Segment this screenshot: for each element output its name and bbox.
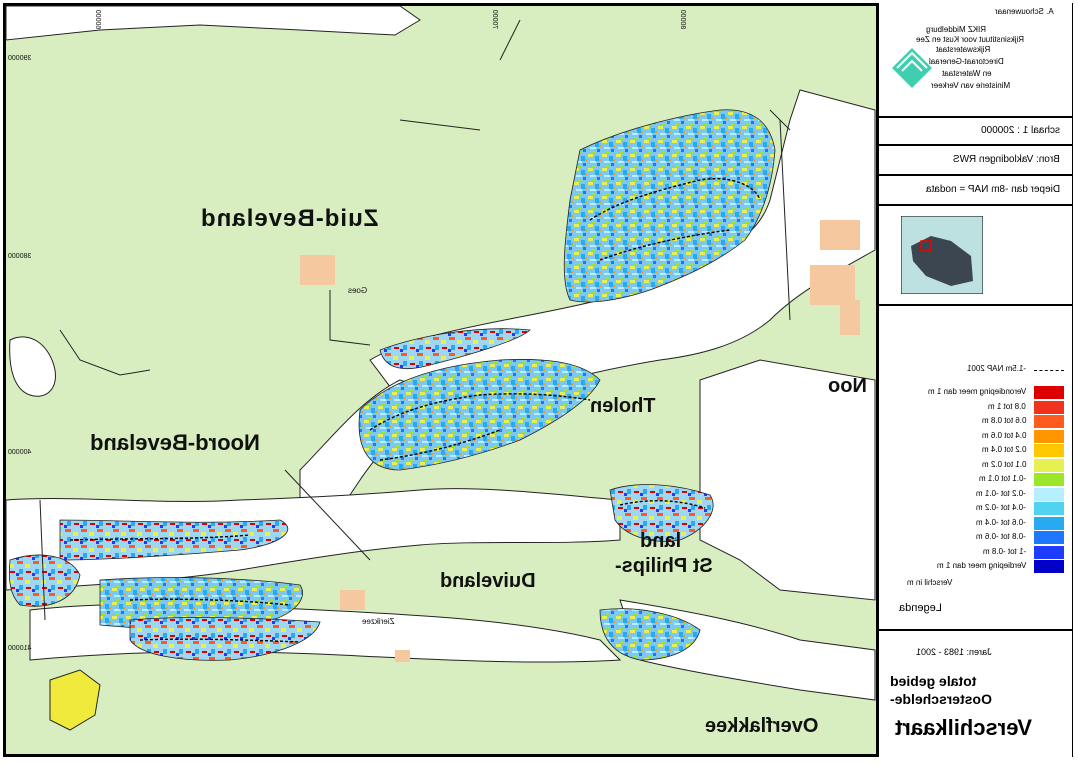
legend-swatch xyxy=(1034,473,1064,486)
legend-label: Verondieping meer dan 1 m xyxy=(927,387,1026,396)
coord-label-y2: 380000 xyxy=(8,253,32,260)
legend-item xyxy=(879,401,1072,415)
coord-label-x3: 80000 xyxy=(679,9,687,30)
legend-item xyxy=(879,459,1072,473)
place-noo: Noo xyxy=(828,375,867,397)
legend-swatch xyxy=(1034,386,1064,399)
legend-title: Legenda xyxy=(899,602,942,614)
place-goes: Goes xyxy=(348,286,368,295)
legend-swatch xyxy=(1034,459,1064,472)
legend-swatch xyxy=(1034,531,1064,544)
legend-swatch xyxy=(1034,415,1064,428)
legend-swatch xyxy=(1034,560,1064,573)
legend-label: 0.1 tot 0.2 m xyxy=(981,459,1026,469)
legend-label: -0.2 tot -0.1 m xyxy=(976,488,1026,498)
legend-item xyxy=(879,488,1072,502)
header-box xyxy=(879,3,1072,118)
org-line-1: RIKZ Middelburg xyxy=(925,25,986,34)
org-line-5: en Waterstaat xyxy=(942,69,992,78)
legend-swatch xyxy=(1034,517,1064,530)
place-tholen: Tholen xyxy=(590,395,656,417)
title-line-2: Oosterschelde- xyxy=(890,691,992,707)
legend-label: -0.1 tot 0.1 m xyxy=(978,474,1026,483)
rws-logo-icon xyxy=(887,43,937,93)
legend-item xyxy=(879,531,1072,545)
legend-label: 0.8 tot 1 m xyxy=(988,401,1026,411)
author-text: A. Schouwenaar xyxy=(995,7,1054,16)
title-line-3: totale gebied xyxy=(889,673,976,689)
place-duiveland: Duiveland xyxy=(440,570,536,592)
nodata-box xyxy=(879,176,1072,206)
legend-item xyxy=(879,415,1072,429)
coord-label-y4: 410000 xyxy=(8,645,32,652)
legend-swatch xyxy=(1034,546,1064,559)
source-text: Bron: Vaklodingen RWS xyxy=(953,154,1060,165)
org-line-6: Ministerie van Verkeer xyxy=(930,81,1010,90)
title-box xyxy=(879,631,1072,754)
place-zierikzee: Zierikzee xyxy=(362,617,395,626)
legend-label: -0.4 tot -0.2 m xyxy=(976,503,1026,512)
legend-item xyxy=(879,386,1072,400)
nodata-text: Dieper dan -8m NAP = nodata xyxy=(925,184,1060,195)
legend-swatch xyxy=(1034,502,1064,515)
legend-swatch xyxy=(1034,444,1064,457)
scale-text: schaal 1 : 200000 xyxy=(981,125,1060,136)
years-text: Jaren: 1983 - 2001 xyxy=(916,647,992,657)
legend-item xyxy=(879,560,1072,574)
contour-legend-label: -1.5m NAP 2001 xyxy=(967,364,1026,373)
legend-label: 0.6 tot 0.8 m xyxy=(981,416,1026,425)
legend-box xyxy=(879,306,1072,631)
legend-label: Verdieping meer dan 1 m xyxy=(936,561,1026,570)
legend-item xyxy=(879,473,1072,487)
org-line-4: Directoraat-Generaal xyxy=(929,57,1004,66)
place-st-philipsland: St Philips- xyxy=(615,555,713,577)
coord-label-x2: 70000 xyxy=(491,9,499,30)
legend-panel xyxy=(876,3,1072,757)
legend-swatch xyxy=(1034,430,1064,443)
legend-item xyxy=(879,517,1072,531)
legend-label: -0.8 tot -0.6 m xyxy=(976,532,1026,541)
legend-sub: Verschil in m xyxy=(906,578,952,587)
coord-label-x1: 60000 xyxy=(94,9,102,30)
coord-label-y3: 400000 xyxy=(8,449,32,456)
place-noord-beveland: Noord-Beveland xyxy=(90,430,260,455)
legend-swatch xyxy=(1034,401,1064,414)
scale-box xyxy=(879,118,1072,146)
legend-item xyxy=(879,546,1072,560)
legend-swatch xyxy=(1034,488,1064,501)
legend-item xyxy=(879,430,1072,444)
source-box xyxy=(879,146,1072,176)
legend-label: 0.4 tot 0.6 m xyxy=(981,430,1026,440)
org-line-2: Rijksinstituut voor Kust en Zee xyxy=(915,35,1024,44)
place-zuid-beveland: Zuid-Beveland xyxy=(200,205,379,232)
legend-label: -1 tot -0.8 m xyxy=(982,546,1026,556)
legend-label: 0.2 tot 0.4 m xyxy=(981,445,1026,454)
org-line-3: Rijkswaterstaat xyxy=(935,45,990,54)
title-line-1: Verschilkaart xyxy=(895,715,1032,740)
contour-legend-line xyxy=(1034,370,1064,371)
legend-item xyxy=(879,444,1072,458)
inset-map xyxy=(901,216,983,294)
legend-item xyxy=(879,502,1072,516)
place-overflakkee: Overflakkee xyxy=(705,715,819,737)
inset-box xyxy=(879,206,1072,306)
place-st-philipsland-2: land xyxy=(640,530,682,552)
coord-label-y1: 390000 xyxy=(8,55,32,62)
legend-label: -0.6 tot -0.4 m xyxy=(976,517,1026,527)
